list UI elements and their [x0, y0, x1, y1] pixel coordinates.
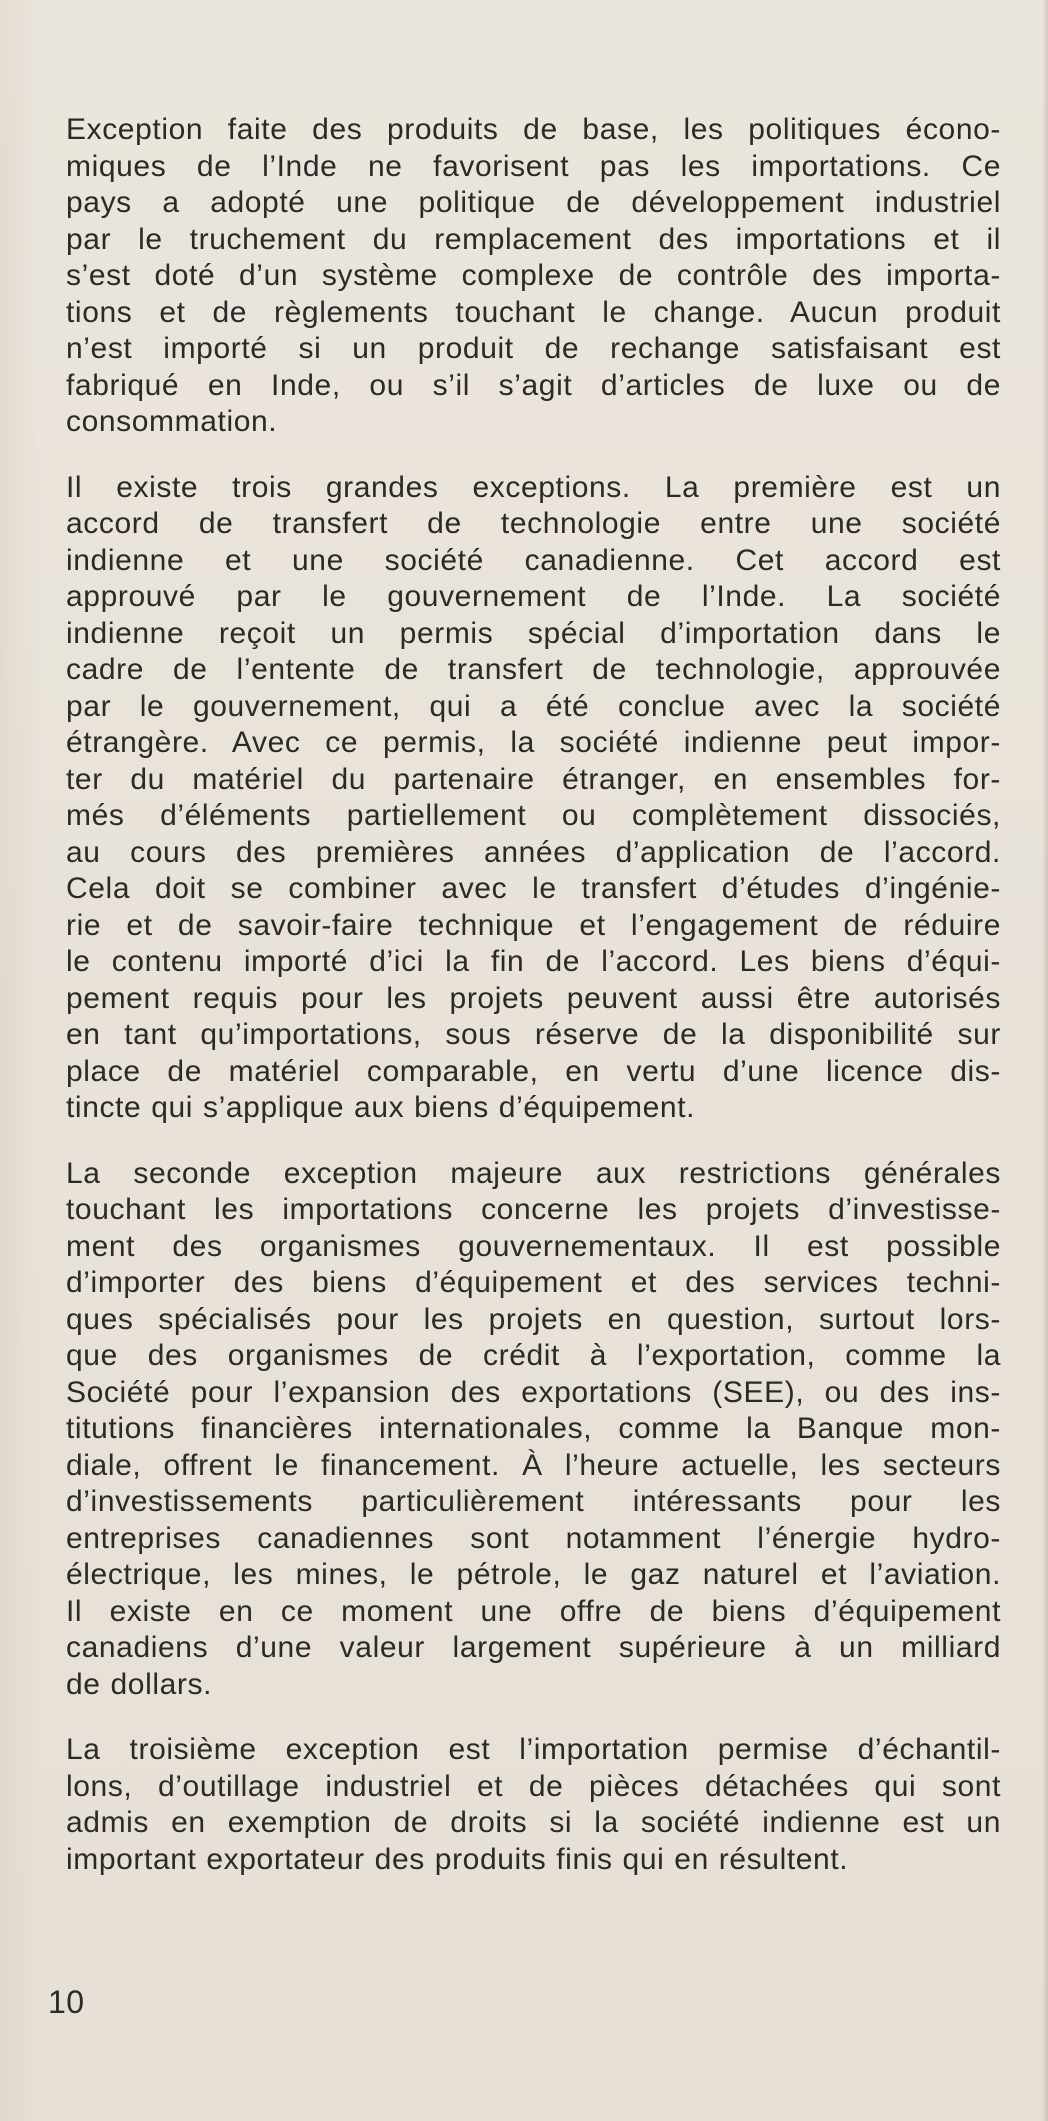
text-line: de dollars. — [66, 1667, 213, 1701]
text-line: Cela doit se combiner avec le transfert d’études d’ingénie- — [66, 872, 1001, 905]
body-text — [66, 112, 1001, 1907]
text-line: tincte qui s’applique aux biens d’équipement. — [66, 1091, 696, 1124]
text-line: accord de transfert de technologie entre une société — [66, 507, 1001, 540]
text-line: s’est doté d’un système complexe de contrôle des importa- — [66, 259, 1001, 292]
text-line: que des organismes de crédit à l’exportation, comme la — [66, 1339, 1001, 1372]
text-line: Exception faite des produits de base, les politiques écono- — [66, 113, 1001, 146]
text-line: d’investissements particulièrement intéressants pour les — [66, 1485, 1001, 1518]
text-line: fabriqué en Inde, ou s’il s’agit d’articles de luxe ou de — [66, 368, 1001, 402]
text-line: diale, offrent le financement. À l’heure actuelle, les secteurs — [66, 1448, 1001, 1482]
text-line: La troisième exception est l’importation permise d’échantil- — [66, 1733, 1001, 1766]
text-line: par le gouvernement, qui a été conclue avec la société — [66, 689, 1001, 723]
text-line: La seconde exception majeure aux restrictions générales — [66, 1156, 1001, 1190]
text-line: au cours des premières années d’application de l’accord. — [66, 835, 1001, 869]
text-line: par le truchement du remplacement des importations et il — [66, 222, 1001, 256]
text-line: touchant les importations concerne les projets d’investisse- — [66, 1193, 1001, 1226]
text-line: électrique, les mines, le pétrole, le gaz naturel et l’aviation. — [66, 1558, 1001, 1591]
paragraph-1 — [66, 112, 1001, 441]
text-line: Il existe trois grandes exceptions. La première est un — [66, 470, 1001, 504]
text-line: d’importer des biens d’équipement et des services techni- — [66, 1266, 1001, 1299]
text-line: approuvé par le gouvernement de l’Inde. La société — [66, 580, 1001, 613]
text-line: entreprises canadiennes sont notamment l’énergie hydro- — [66, 1521, 1001, 1555]
text-line: pement requis pour les projets peuvent aussi être autorisés — [66, 981, 1001, 1015]
text-line: place de matériel comparable, en vertu d’une licence dis- — [66, 1054, 1001, 1088]
text-line: n’est importé si un produit de rechange satisfaisant est — [66, 332, 1001, 365]
text-line: Il existe en ce moment une offre de biens d’équipement — [66, 1594, 1001, 1628]
text-line: Société pour l’expansion des exportations (SEE), ou des ins- — [66, 1375, 1001, 1409]
text-line: indienne reçoit un permis spécial d’importation dans le — [66, 616, 1001, 650]
text-line: titutions financières internationales, comme la Banque mon- — [66, 1412, 1001, 1445]
text-line: admis en exemption de droits si la société indienne est un — [66, 1806, 1001, 1839]
paragraph-2 — [66, 470, 1001, 1127]
text-line: ter du matériel du partenaire étranger, en ensembles for- — [66, 762, 1001, 796]
paragraph-4 — [66, 1732, 1001, 1878]
text-line: rie et de savoir-faire technique et l’engagement de réduire — [66, 908, 1001, 942]
text-line: étrangère. Avec ce permis, la société indienne peut impor- — [66, 726, 1001, 759]
page-edge-shadow — [1042, 0, 1048, 2121]
text-line: més d’éléments partiellement ou complètement dissociés, — [66, 799, 1001, 832]
paragraph-3 — [66, 1156, 1001, 1704]
text-line: lons, d’outillage industriel et de pièces détachées qui sont — [66, 1769, 1001, 1803]
text-line: indienne et une société canadienne. Cet accord est — [66, 543, 1001, 577]
text-line: ques spécialisés pour les projets en question, surtout lors- — [66, 1302, 1001, 1336]
text-line: cadre de l’entente de transfert de technologie, approuvée — [66, 653, 1001, 686]
text-line: en tant qu’importations, sous réserve de la disponibilité sur — [66, 1018, 1001, 1051]
text-line: canadiens d’une valeur largement supérieure à un milliard — [66, 1631, 1001, 1664]
text-line: miques de l’Inde ne favorisent pas les importations. Ce — [66, 149, 1001, 183]
page-number: 10 — [48, 1984, 85, 2020]
text-line: le contenu importé d’ici la fin de l’accord. Les biens d’équi- — [66, 945, 1001, 978]
text-line: important exportateur des produits finis qui en résultent. — [66, 1842, 849, 1876]
text-line: ment des organismes gouvernementaux. Il est possible — [66, 1229, 1001, 1263]
text-line: consommation. — [66, 405, 278, 438]
text-line: tions et de règlements touchant le change. Aucun produit — [66, 295, 1001, 329]
text-line: pays a adopté une politique de développement industriel — [66, 186, 1001, 219]
